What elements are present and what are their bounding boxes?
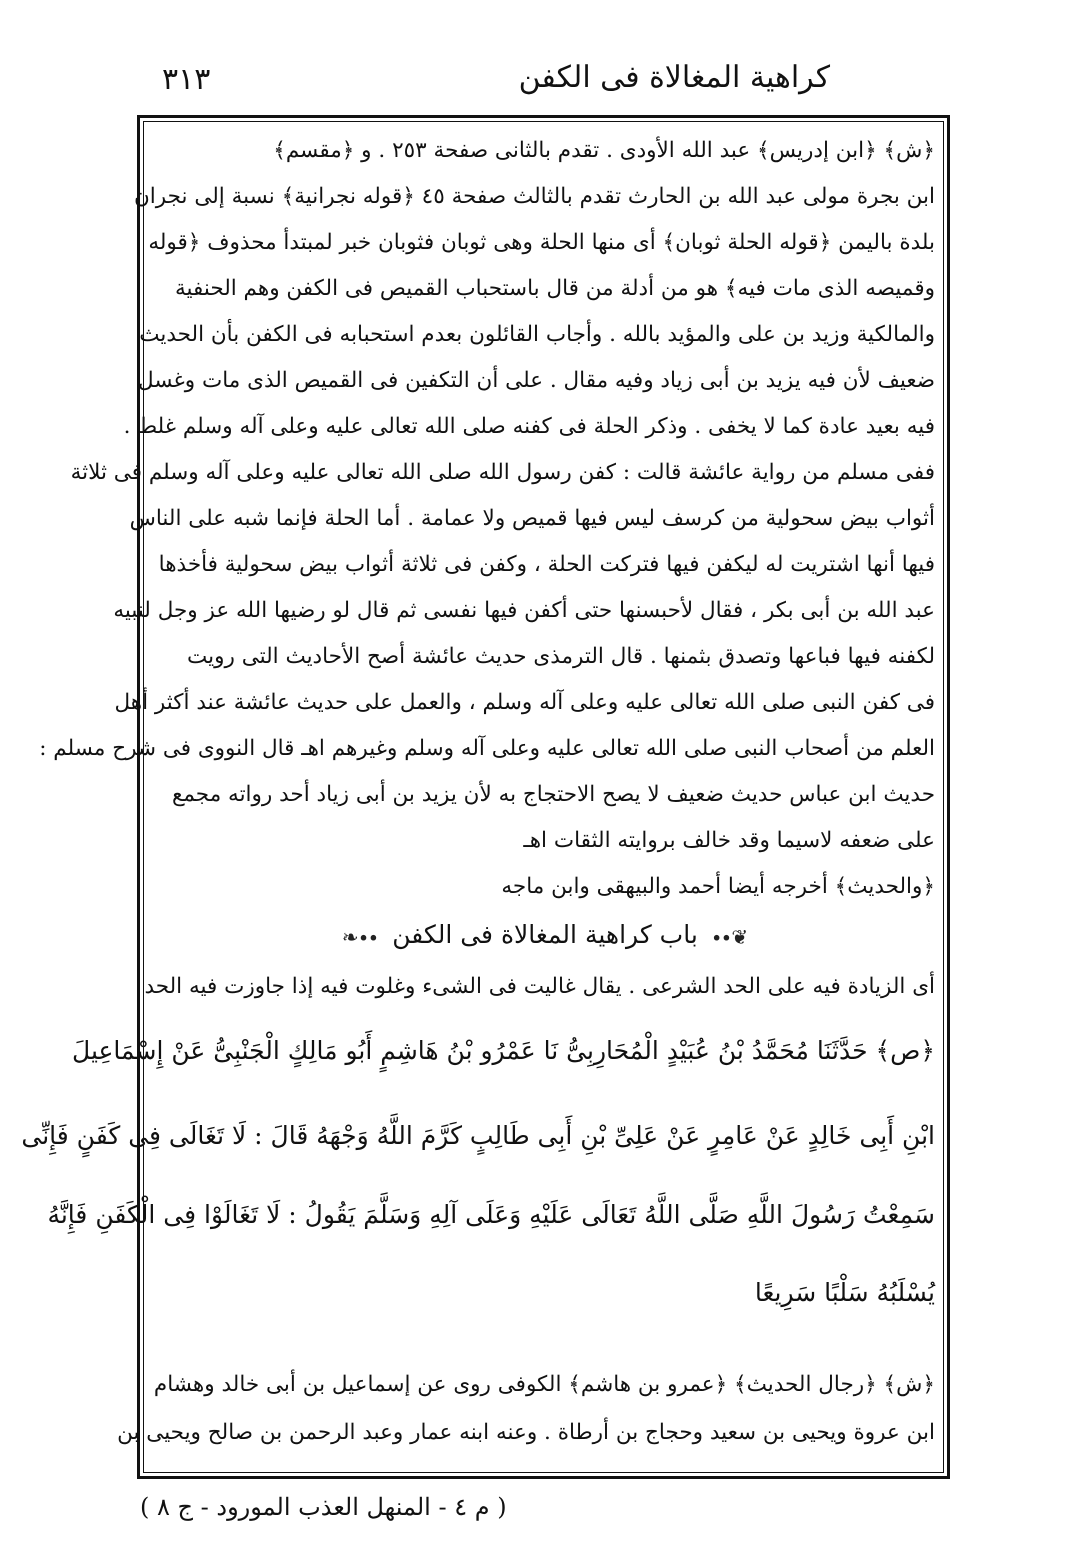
commentary-line: ابن عروة ويحيى بن سعيد وحجاج بن أرطاة . وعنه ابنه عمار وعبد الرحمن بن صالح ويحيى بن (117, 1420, 935, 1445)
commentary-line: لكفنه فيها فباعها وتصدق بثمنها . قال الترمذى حديث عائشة أصح الأحاديث التى رويت (187, 644, 935, 669)
commentary-line: ﴿والحديث﴾ أخرجه أيضا أحمد والبيهقى وابن ماجه (501, 874, 935, 899)
commentary-line: ﴿ش﴾ ﴿ابن إدريس﴾ عبد الله الأودى . تقدم بالثانى صفحة ٢٥٣ . و ﴿مقسم﴾ (273, 138, 935, 163)
running-title: كراهية المغالاة فى الكفن (518, 60, 830, 95)
chapter-heading (155, 920, 935, 952)
commentary-line: عبد الله بن أبى بكر ، فقال لأحبسنها حتى أكفن فيها نفسى ثم قال لو رضيها الله عز وجل لنبيه (113, 598, 935, 623)
ornament-left-icon: ∙∙❧ (341, 924, 379, 949)
commentary-line: ﴿ش﴾ ﴿رجال الحديث﴾ ﴿عمرو بن هاشم﴾ الكوفى روى عن إسماعيل بن أبى خالد وهشام (153, 1372, 935, 1397)
commentary-line: والمالكية وزيد بن على والمؤيد بالله . وأجاب القائلون بعدم استحبابه فى الكفن بأن الحديث (139, 322, 935, 347)
hadith-line: يُسْلَبُهُ سَلْبًا سَرِيعًا (754, 1278, 935, 1307)
ornament-right-icon: ❦∙∙ (711, 924, 749, 949)
commentary-line: على ضعفه لاسيما وقد خالف بروايته الثقات اهـ (523, 828, 935, 853)
chapter-explanation: أى الزيادة فيه على الحد الشرعى . يقال غاليت فى الشىء وغلوت فيه إذا جاوزت فيه الحد (144, 974, 935, 999)
commentary-line: أثواب بيض سحولية من كرسف ليس فيها قميص ولا عمامة . أما الحلة فإنما شبه على الناس (129, 506, 935, 531)
hadith-line: ﴿ص﴾ حَدَّثَنَا مُحَمَّدُ بْنُ عُبَيْدٍ الْمُحَارِبِىُّ نَا عَمْرُو بْنُ هَاشِمٍ أَبُو مَالِكٍ الْجَنْبِىُّ عَنْ إِسْمَاعِيلَ (72, 1036, 935, 1065)
page-body (21, 138, 935, 1468)
printer-signature: ( م ٤ - المنهل العذب المورود - ج ٨ ) (140, 1493, 507, 1521)
commentary-line: فيه بعيد عادة كما لا يخفى . وذكر الحلة فى كفنه صلى الله تعالى عليه وعلى آله وسلم غلط . (123, 414, 935, 439)
commentary-line: وقميصه الذى مات فيه﴾ هو من أدلة من قال باستحباب القميص فى الكفن وهم الحنفية (174, 276, 935, 301)
commentary-line: ففى مسلم من رواية عائشة قالت : كفن رسول الله صلى الله تعالى عليه وعلى آله وسلم فى ثلاثة (70, 460, 935, 485)
commentary-line: العلم من أصحاب النبى صلى الله تعالى عليه وعلى آله وسلم وغيرهم اهـ قال النووى فى شرح مسلم : (39, 736, 935, 761)
page-number: ٣١٣ (162, 62, 211, 97)
commentary-line: ابن بجرة مولى عبد الله بن الحارث تقدم بالثالث صفحة ٤٥ ﴿قوله نجرانية﴾ نسبة إلى نجران (134, 184, 935, 209)
hadith-line: ابْنِ أَبِى خَالِدٍ عَنْ عَامِرٍ عَنْ عَلِىِّ بْنِ أَبِى طَالِبٍ كَرَّمَ اللَّهُ وَجْهَهُ قَالَ : لَا تَغَالَى فِى كَفَنٍ فَإِنِّى (21, 1121, 935, 1150)
commentary-line: ضعيف لأن فيه يزيد بن أبى زياد وفيه مقال . على أن التكفين فى القميص الذى مات وغسل (138, 368, 935, 393)
commentary-line: فيها أنها اشتريت له ليكفن فيها فتركت الحلة ، وكفن فى ثلاثة أثواب بيض سحولية فأخذها (158, 552, 935, 577)
commentary-line: حديث ابن عباس حديث ضعيف لا يصح الاحتجاج به لأن يزيد بن أبى زياد أحد رواته مجمع (171, 782, 935, 807)
commentary-line: فى كفن النبى صلى الله تعالى عليه وعلى آله وسلم ، والعمل على حديث عائشة عند أكثر أهل (114, 690, 935, 715)
commentary-line: بلدة باليمن ﴿قوله الحلة ثوبان﴾ أى منها الحلة وهى ثوبان فثوبان خبر لمبتدأ محذوف ﴿قوله (148, 230, 935, 255)
hadith-line: سَمِعْتُ رَسُولَ اللَّهِ صَلَّى اللَّهُ تَعَالَى عَلَيْهِ وَعَلَى آلِهِ وَسَلَّمَ يَقُولُ : لَا تَغَالَوْا فِى الْكَفَنِ فَإِنَّهُ (47, 1200, 935, 1229)
chapter-title: باب كراهية المغالاة فى الكفن (392, 920, 698, 949)
page-header (140, 58, 940, 108)
